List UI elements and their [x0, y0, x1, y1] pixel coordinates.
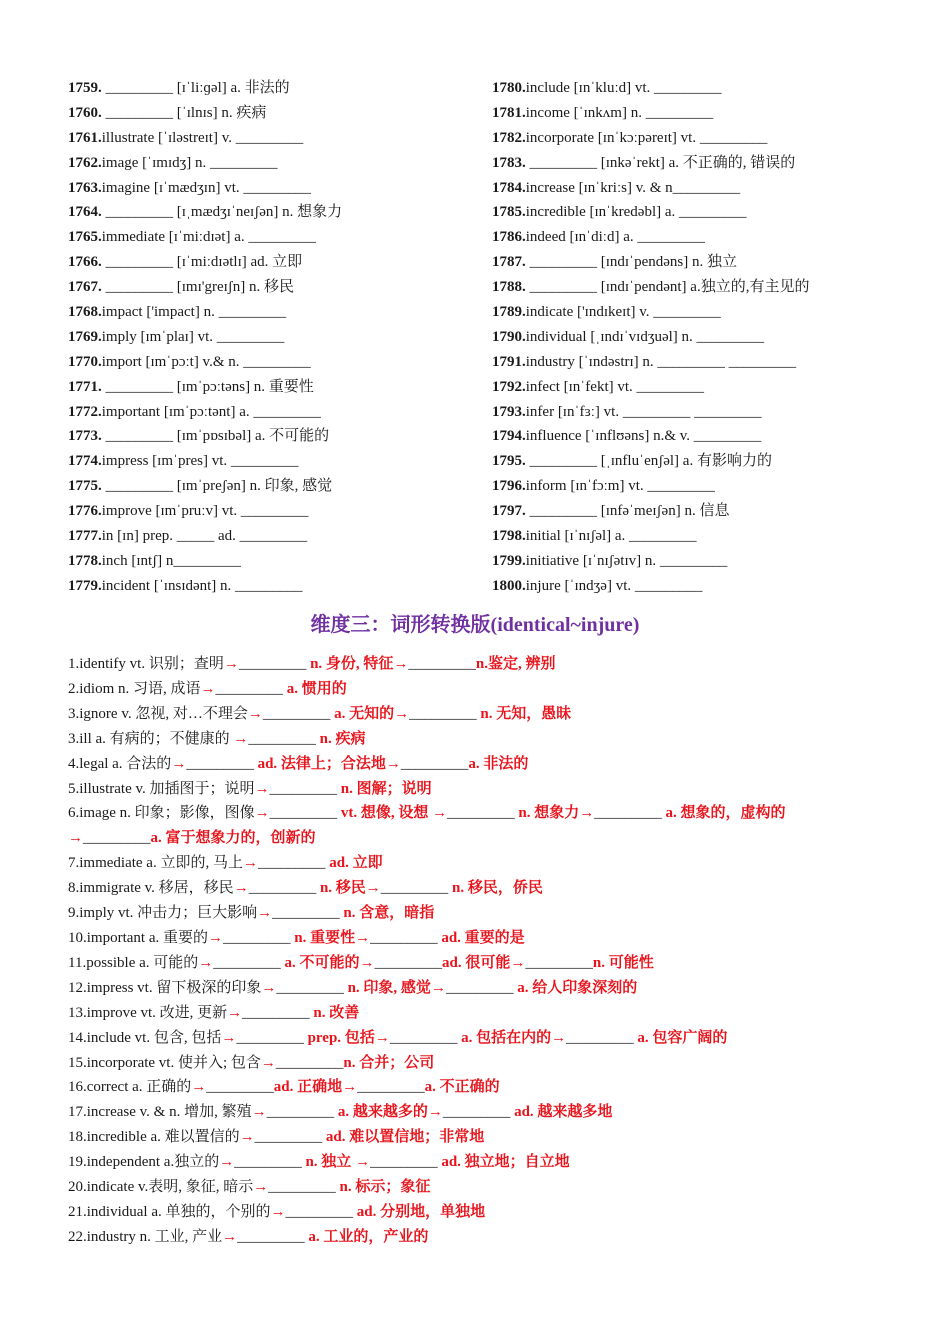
vocab-item: [492, 449, 912, 474]
vocab-number: 1771.: [68, 378, 102, 395]
word-form-row: [68, 1150, 898, 1175]
vocab-number: 1786.: [492, 229, 526, 246]
word-form-row: [68, 1026, 898, 1051]
derived-form: ad. 难以置信地；非常地: [322, 1129, 485, 1146]
answer-blank: _________: [269, 805, 338, 822]
vocab-item: [492, 300, 912, 325]
vocab-text: indeed [ɪnˈdiːd] a. _________: [525, 229, 705, 246]
vocab-item: [492, 176, 912, 201]
derived-form: n. 疾病: [315, 730, 366, 747]
vocab-item: [68, 76, 468, 101]
arrow-icon: →: [260, 1054, 276, 1071]
vocab-item: [492, 350, 912, 375]
word-form-row: [68, 901, 898, 926]
arrow-icon: →: [385, 755, 401, 772]
vocab-text: _________ [ɪˈliːɡəl] a. 非法的: [101, 80, 290, 96]
vocab-number: 1784.: [492, 179, 526, 196]
answer-blank: _________: [445, 979, 514, 996]
answer-blank: _________: [357, 1079, 425, 1096]
derived-form: n. 标示；象征: [335, 1179, 431, 1196]
arrow-icon: →: [430, 979, 446, 996]
answer-blank: _________: [206, 1079, 274, 1096]
arrow-icon: →: [270, 1203, 286, 1220]
arrow-icon: →: [359, 954, 375, 971]
vocab-item: [68, 449, 468, 474]
derived-form: ad. 分别地，单独地: [353, 1203, 486, 1220]
vocab-item: [492, 524, 912, 549]
vocab-text: infer [ɪnˈfɜː] vt. _________ _________: [525, 403, 762, 420]
word-form-row: [68, 851, 898, 876]
vocab-number: 1778.: [68, 552, 102, 569]
arrow-icon: →: [374, 1029, 390, 1046]
vocab-text: infect [ɪnˈfekt] vt. _________: [525, 378, 705, 395]
arrow-icon: →: [253, 1179, 269, 1196]
vocab-text: inform [ɪnˈfɔːm] vt. _________: [525, 478, 715, 495]
answer-blank: _________: [276, 979, 344, 996]
vocab-text: immediate [ɪˈmiːdɪət] a. _________: [101, 229, 316, 246]
vocab-number: 1782.: [492, 129, 526, 146]
vocab-text: increase [ɪnˈkriːs] v. & n_________: [525, 179, 741, 196]
base-word: 20.indicate v.表明, 象征, 暗示: [68, 1179, 254, 1196]
derived-form: n.鉴定, 辨别: [475, 656, 556, 672]
vocab-item: [68, 375, 468, 400]
arrow-icon: →: [222, 1228, 238, 1245]
vocab-item: [492, 101, 912, 126]
derived-form: prep. 包括: [303, 1029, 375, 1046]
vocab-number: 1772.: [68, 403, 102, 420]
vocab-item: [68, 101, 468, 126]
derived-form: ad. 越来越多地: [510, 1104, 613, 1121]
answer-blank: _________: [409, 705, 477, 722]
vocab-number: 1794.: [492, 428, 526, 445]
vocab-item: [492, 375, 912, 400]
base-word: 10.important a. 重要的: [68, 929, 208, 946]
derived-form: a. 非法的: [468, 755, 529, 772]
word-form-row: [68, 951, 898, 976]
derived-form: a. 给人印象深刻的: [513, 979, 638, 996]
base-word: 1.identify vt. 识别；查明: [68, 656, 224, 672]
answer-blank: _________: [442, 1104, 511, 1121]
vocab-number: 1799.: [492, 552, 526, 569]
answer-blank: _________: [268, 1179, 336, 1196]
arrow-icon: →: [233, 880, 249, 897]
vocab-text: initial [ɪˈnɪʃəl] a. _________: [525, 528, 697, 545]
base-word: 14.include vt. 包含, 包括: [68, 1029, 222, 1046]
vocab-number: 1773.: [68, 428, 102, 445]
arrow-icon: →: [207, 929, 223, 946]
word-form-row: [68, 876, 898, 901]
vocab-text: include [ɪnˈkluːd] vt. _________: [525, 80, 722, 96]
vocab-item: [68, 549, 468, 574]
vocab-item: [68, 574, 468, 599]
vocab-text: initiative [ɪˈnɪʃətɪv] n. _________: [525, 552, 728, 569]
vocab-item: [492, 225, 912, 250]
arrow-icon: →: [233, 730, 249, 747]
vocab-item: [492, 499, 912, 524]
derived-form: n. 独立: [301, 1154, 356, 1171]
arrow-icon: →: [223, 656, 239, 672]
vocab-text: _________ [ɪnkəˈrekt] a. 不正确的, 错误的: [525, 154, 796, 171]
vocab-item: [68, 151, 468, 176]
vocab-text: inch [ɪntʃ] n_________: [101, 552, 241, 569]
derived-form: n. 合并；公司: [343, 1054, 435, 1071]
arrow-icon: →: [257, 905, 273, 922]
vocab-text: influence [ˈɪnflʊəns] n.& v. _________: [525, 428, 762, 445]
vocab-number: 1800.: [492, 577, 526, 594]
vocab-number: 1781.: [492, 104, 526, 121]
derived-form: a. 工业的，产业的: [304, 1228, 429, 1245]
answer-blank: _________: [380, 880, 449, 897]
word-form-row: [68, 727, 898, 752]
arrow-icon: →: [355, 1154, 371, 1171]
derived-form: a. 包括在内的: [457, 1029, 552, 1046]
answer-blank: _________: [248, 880, 317, 897]
vocab-number: 1796.: [492, 478, 526, 495]
vocab-number: 1795.: [492, 453, 526, 470]
base-word: 13.improve vt. 改进, 更新: [68, 1004, 228, 1021]
derived-form: n. 无知，愚昧: [476, 705, 572, 722]
vocab-number: 1798.: [492, 528, 526, 545]
vocab-text: incredible [ɪnˈkredəbl] a. _________: [525, 204, 747, 221]
vocab-item: [68, 126, 468, 151]
derived-form: a. 富于想象力的，创新的: [150, 830, 316, 847]
vocab-text: image [ˈɪmɪdʒ] n. _________: [101, 154, 278, 171]
arrow-icon: →: [342, 1079, 358, 1096]
vocab-item: [68, 176, 468, 201]
answer-blank: _________: [238, 656, 307, 672]
derived-form: ad. 法律上；合法地: [253, 755, 386, 772]
arrow-icon: →: [200, 680, 216, 697]
arrow-icon: →: [510, 954, 526, 971]
base-word: 18.incredible a. 难以置信的: [68, 1129, 240, 1146]
vocab-number: 1775.: [68, 478, 102, 495]
vocab-item: [492, 126, 912, 151]
base-word: 3.ill a. 有病的；不健康的: [68, 730, 234, 747]
vocab-column-right: [492, 76, 912, 599]
answer-blank: _________: [447, 805, 515, 822]
vocab-text: _________ [ɪndɪˈpendənt] a.独立的,有主见的: [525, 279, 810, 296]
derived-form: a. 想象的，虚构的: [661, 805, 786, 822]
answer-blank: _________: [213, 954, 281, 971]
vocab-number: 1776.: [68, 503, 102, 520]
vocab-number: 1768.: [68, 304, 102, 321]
arrow-icon: →: [242, 855, 258, 872]
vocab-text: industry [ˈɪndəstrɪ] n. _________ _________: [525, 353, 797, 370]
vocab-text: injure [ˈɪndʒə] vt. _________: [525, 577, 703, 594]
vocab-text: _________ [ɪnfəˈmeɪʃən] n. 信息: [525, 503, 730, 520]
derived-form: vt. 想像, 设想: [337, 805, 433, 822]
vocab-text: _________ [ɪmɪ'greɪʃn] n. 移民: [101, 279, 295, 296]
derived-form: n. 身份, 特征: [306, 656, 394, 672]
arrow-icon: →: [393, 656, 409, 672]
arrow-icon: →: [427, 1104, 443, 1121]
vocab-text: illustrate [ˈɪləstreɪt] v. _________: [101, 129, 304, 146]
answer-blank: _________: [215, 680, 284, 697]
vocab-item: [68, 350, 468, 375]
arrow-icon: →: [198, 954, 214, 971]
base-word: 17.increase v. & n. 增加, 繁殖: [68, 1104, 252, 1121]
vocab-item: [68, 524, 468, 549]
word-form-row: [68, 1001, 898, 1026]
word-form-row: [68, 1200, 898, 1225]
vocab-text: _________ [ɪmˈpɒsɪbəl] a. 不可能的: [101, 428, 330, 445]
arrow-icon: →: [394, 705, 410, 722]
derived-form: ad. 独立地；自立地: [437, 1154, 570, 1171]
vocab-item: [68, 225, 468, 250]
vocab-item: [492, 424, 912, 449]
base-word: 8.immigrate v. 移居，移民: [68, 880, 234, 897]
answer-blank: _________: [237, 1228, 305, 1245]
vocab-text: improve [ɪmˈpruːv] vt. _________: [101, 503, 309, 520]
derived-form: ad. 很可能: [442, 954, 511, 971]
word-form-row: [68, 752, 898, 777]
arrow-icon: →: [254, 805, 270, 822]
answer-blank: _________: [275, 1054, 344, 1071]
vocab-number: 1787.: [492, 254, 526, 271]
answer-blank: _________: [370, 929, 438, 946]
word-form-row: [68, 1075, 898, 1100]
base-word: 16.correct a. 正确的: [68, 1079, 192, 1096]
base-word: 15.incorporate vt. 使并入; 包含: [68, 1054, 261, 1071]
derived-form: n. 图解；说明: [337, 780, 432, 797]
base-word: 5.illustrate v. 加插图于；说明: [68, 780, 255, 797]
vocab-text: _________ [ɪndɪˈpendəns] n. 独立: [525, 254, 737, 271]
derived-form: a. 不正确的: [424, 1079, 500, 1096]
answer-blank: _________: [186, 755, 254, 772]
answer-blank: _________: [566, 1029, 634, 1046]
derived-form: n. 印象, 感觉: [343, 979, 431, 996]
vocab-text: _________ [ɪˈmiːdɪətlɪ] ad. 立即: [101, 254, 303, 271]
vocab-item: [492, 200, 912, 225]
word-form-row: [68, 1225, 898, 1250]
arrow-icon: →: [254, 780, 270, 797]
vocab-text: _________ [ɪmˈpɔːtəns] n. 重要性: [101, 378, 314, 395]
vocab-item: [492, 250, 912, 275]
vocab-number: 1783.: [492, 154, 526, 171]
vocab-item: [492, 76, 912, 101]
word-form-list: [68, 652, 898, 1250]
arrow-icon: →: [579, 805, 595, 822]
arrow-icon: →: [247, 705, 263, 722]
vocab-text: imply [ɪmˈplaɪ] vt. _________: [101, 328, 285, 345]
word-form-row: [68, 801, 898, 826]
answer-blank: _________: [525, 954, 593, 971]
arrow-icon: →: [219, 1154, 235, 1171]
answer-blank: _________: [254, 1129, 323, 1146]
answer-blank: _________: [389, 1029, 458, 1046]
base-word: 9.imply vt. 冲击力；巨大影响: [68, 905, 258, 922]
base-word: 21.individual a. 单独的，个别的: [68, 1203, 271, 1220]
vocab-text: imagine [ɪˈmædʒɪn] vt. _________: [101, 179, 311, 196]
vocab-column-left: [68, 76, 468, 599]
vocab-item: [492, 474, 912, 499]
vocab-number: 1766.: [68, 254, 102, 271]
answer-blank: _________: [236, 1029, 304, 1046]
derived-form: a. 惯用的: [283, 680, 347, 697]
answer-blank: _________: [222, 929, 291, 946]
vocab-item: [68, 499, 468, 524]
vocab-number: 1769.: [68, 328, 102, 345]
word-form-row: [68, 1175, 898, 1200]
vocab-number: 1791.: [492, 353, 526, 370]
vocab-number: 1759.: [68, 80, 102, 96]
vocab-text: in [ɪn] prep. _____ ad. _________: [101, 528, 308, 545]
vocab-number: 1777.: [68, 528, 102, 545]
arrow-icon: →: [365, 880, 381, 897]
vocab-number: 1792.: [492, 378, 526, 395]
derived-form: a. 包容广阔的: [633, 1029, 728, 1046]
vocab-item: [68, 400, 468, 425]
answer-blank: _________: [285, 1203, 353, 1220]
derived-form: ad. 重要的是: [437, 929, 525, 946]
vocab-number: 1760.: [68, 104, 102, 121]
base-word: 22.industry n. 工业, 产业: [68, 1228, 223, 1245]
base-word: 11.possible a. 可能的: [68, 954, 199, 971]
vocab-number: 1770.: [68, 353, 102, 370]
word-form-row: [68, 677, 898, 702]
vocab-text: _________ [ɪmˈpreʃən] n. 印象, 感觉: [101, 478, 333, 495]
vocab-text: impact ['impact] n. _________: [101, 304, 287, 321]
vocab-text: important [ɪmˈpɔːtənt] a. _________: [101, 403, 321, 420]
vocab-item: [492, 400, 912, 425]
derived-form: a. 越来越多的: [334, 1104, 428, 1121]
base-word: 19.independent a.独立的: [68, 1154, 220, 1171]
vocab-number: 1789.: [492, 304, 526, 321]
vocab-item: [68, 300, 468, 325]
vocab-number: 1761.: [68, 129, 102, 146]
vocab-text: impress [ɪmˈpres] vt. _________: [101, 453, 299, 470]
word-form-row: [68, 702, 898, 727]
vocab-number: 1785.: [492, 204, 526, 221]
derived-form: n. 含意，暗指: [339, 905, 435, 922]
answer-blank: _________: [257, 855, 326, 872]
arrow-icon: →: [221, 1029, 237, 1046]
vocab-text: incident [ˈɪnsɪdənt] n. _________: [101, 577, 303, 594]
arrow-icon: →: [191, 1079, 207, 1096]
answer-blank: _________: [269, 780, 338, 797]
derived-form: n. 可能性: [592, 954, 654, 971]
word-form-row: [68, 1051, 898, 1076]
vocab-item: [68, 250, 468, 275]
word-form-row: [68, 926, 898, 951]
word-form-row: [68, 777, 898, 802]
vocab-text: _________ [ˈɪlnɪs] n. 疾病: [101, 104, 267, 121]
answer-blank: _________: [272, 905, 340, 922]
vocab-text: _________ [ɪˌmædʒɪˈneɪʃən] n. 想象力: [101, 204, 343, 221]
vocab-number: 1763.: [68, 179, 102, 196]
vocab-number: 1767.: [68, 279, 102, 296]
answer-blank: _________: [594, 805, 662, 822]
arrow-icon: →: [251, 1104, 267, 1121]
vocab-number: 1765.: [68, 229, 102, 246]
arrow-icon: →: [171, 755, 187, 772]
derived-form: n. 想象力: [514, 805, 580, 822]
base-word: 2.idiom n. 习语, 成语: [68, 680, 201, 697]
vocab-text: indicate ['ɪndɪkeɪt] v. _________: [525, 304, 721, 321]
word-form-row: [68, 652, 898, 677]
word-form-row: [68, 1125, 898, 1150]
vocab-item: [68, 200, 468, 225]
derived-form: n. 移民，侨民: [448, 880, 543, 897]
answer-blank: _________: [248, 730, 316, 747]
vocab-text: _________ [ˌɪnfluˈenʃəl] a. 有影响力的: [525, 453, 772, 470]
arrow-icon: →: [355, 929, 371, 946]
answer-blank: _________: [266, 1104, 335, 1121]
answer-blank: _________: [262, 705, 331, 722]
answer-blank: _________: [370, 1154, 438, 1171]
answer-blank: _________: [408, 656, 476, 672]
base-word: 4.legal a. 合法的: [68, 755, 172, 772]
vocab-text: incorporate [ɪnˈkɔːpəreɪt] vt. _________: [525, 129, 768, 146]
vocab-text: income [ˈɪnkʌm] n. _________: [525, 104, 714, 121]
derived-form: ad. 正确地: [273, 1079, 343, 1096]
section-title: 维度三：词形转换版(identical~injure): [310, 614, 640, 636]
vocab-number: 1762.: [68, 154, 102, 171]
derived-form: ad. 立即: [325, 855, 383, 872]
derived-form: a. 不可能的: [280, 954, 360, 971]
vocab-item: [492, 574, 912, 599]
derived-form: n. 改善: [309, 1004, 360, 1021]
answer-blank: _________: [83, 830, 151, 847]
vocab-number: 1764.: [68, 204, 102, 221]
arrow-icon: →: [68, 830, 83, 847]
vocab-item: [68, 275, 468, 300]
derived-form: n. 重要性: [290, 929, 356, 946]
base-word: 12.impress vt. 留下极深的印象: [68, 979, 262, 996]
vocab-item: [492, 275, 912, 300]
base-word: 3.ignore v. 忽视, 对…不理会: [68, 705, 248, 722]
vocab-item: [492, 325, 912, 350]
derived-form: n. 移民: [316, 880, 366, 897]
vocab-number: 1793.: [492, 403, 526, 420]
answer-blank: _________: [374, 954, 443, 971]
arrow-icon: →: [227, 1004, 243, 1021]
vocab-item: [492, 549, 912, 574]
vocab-number: 1774.: [68, 453, 102, 470]
arrow-icon: →: [261, 979, 277, 996]
vocab-item: [492, 151, 912, 176]
vocab-item: [68, 325, 468, 350]
vocab-number: 1788.: [492, 279, 526, 296]
word-form-row: [68, 826, 898, 851]
vocab-item: [68, 474, 468, 499]
word-form-row: [68, 976, 898, 1001]
vocab-number: 1780.: [492, 80, 526, 96]
vocab-number: 1779.: [68, 577, 102, 594]
arrow-icon: →: [432, 805, 448, 822]
vocab-number: 1790.: [492, 328, 526, 345]
arrow-icon: →: [551, 1029, 567, 1046]
vocab-item: [68, 424, 468, 449]
vocab-text: import [ɪmˈpɔːt] v.& n. _________: [101, 353, 311, 370]
answer-blank: _________: [400, 755, 469, 772]
derived-form: a. 无知的: [330, 705, 395, 722]
vocab-number: 1797.: [492, 503, 526, 520]
word-form-row: [68, 1100, 898, 1125]
base-word: 6.image n. 印象；影像，图像: [68, 805, 255, 822]
vocab-text: individual [ˌɪndɪˈvɪdʒuəl] n. _________: [525, 328, 765, 345]
answer-blank: _________: [234, 1154, 302, 1171]
answer-blank: _________: [242, 1004, 310, 1021]
base-word: 7.immediate a. 立即的, 马上: [68, 855, 243, 872]
arrow-icon: →: [239, 1129, 255, 1146]
